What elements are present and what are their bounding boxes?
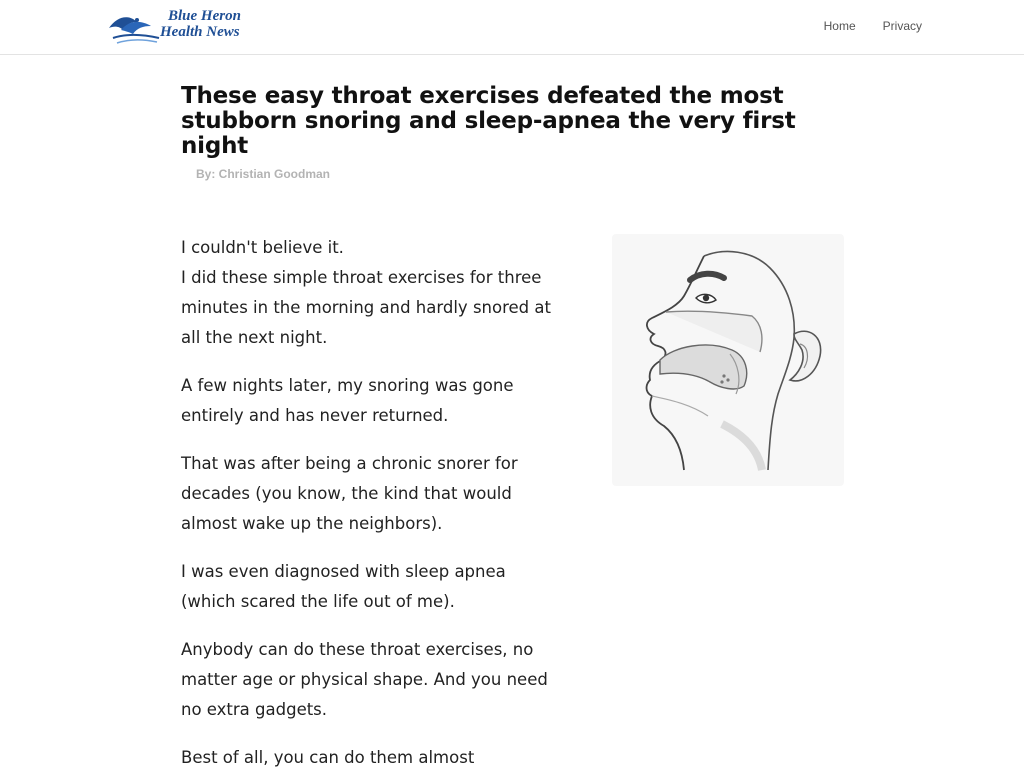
article-paragraph: I was even diagnosed with sleep apnea (which scared the life out of me). bbox=[181, 562, 506, 611]
main-nav bbox=[824, 19, 922, 33]
article-title: These easy throat exercises defeated the most stubborn snoring and sleep-apnea the very first night bbox=[181, 83, 796, 159]
article-paragraph: That was after being a chronic snorer for decades (you know, the kind that would almost wake up the neighbors). bbox=[181, 454, 518, 533]
head-profile-illustration-icon bbox=[612, 234, 844, 486]
article-paragraph: I couldn't believe it. bbox=[181, 238, 344, 257]
site-header bbox=[0, 0, 1024, 55]
article-paragraph: A few nights later, my snoring was gone entirely and has never returned. bbox=[181, 376, 514, 425]
logo-line1: Blue Heron bbox=[168, 8, 241, 24]
throat-illustration bbox=[612, 234, 844, 486]
nav-home-link[interactable]: Home bbox=[823, 19, 856, 33]
article-byline: By: Christian Goodman bbox=[196, 167, 331, 181]
heron-logo-icon bbox=[107, 8, 163, 46]
site-logo[interactable] bbox=[107, 8, 259, 46]
article-paragraph: Anybody can do these throat exercises, no matter age or physical shape. And you need no extra gadgets. bbox=[181, 640, 548, 719]
nav-privacy-link[interactable]: Privacy bbox=[882, 19, 922, 33]
logo-line2: Health News bbox=[160, 24, 240, 40]
article-paragraph: Best of all, you can do them almost bbox=[181, 748, 475, 767]
article-body bbox=[181, 233, 561, 768]
article-paragraph: I did these simple throat exercises for three minutes in the morning and hardly snored at all the next night. bbox=[181, 268, 551, 347]
